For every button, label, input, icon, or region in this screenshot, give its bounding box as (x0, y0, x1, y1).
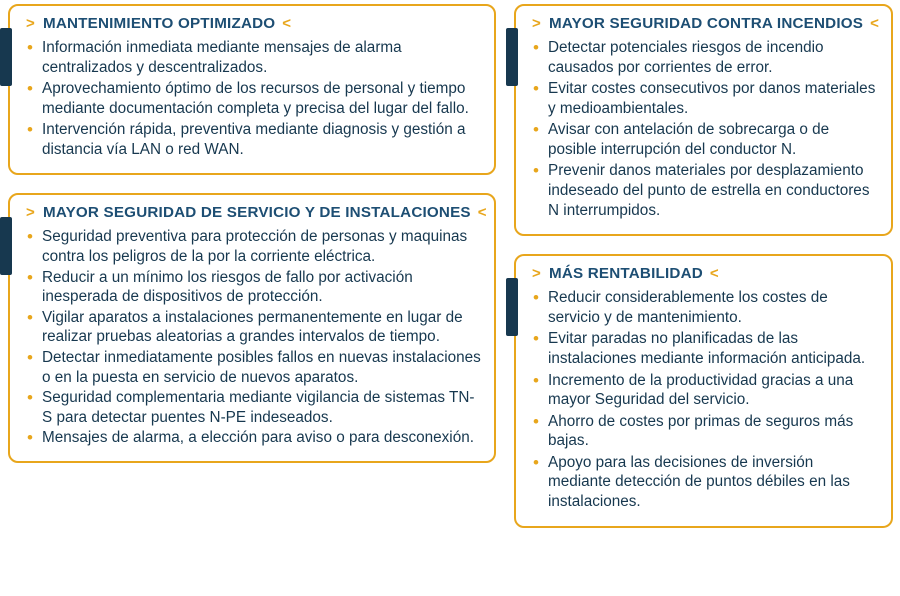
list-item: • Reducir a un mínimo los riesgos de fallo por activación inesperada de dispositivos de protección. (26, 268, 482, 307)
bullet-list (26, 38, 482, 159)
bullet-list (532, 38, 879, 220)
chevron-left-icon: < (870, 15, 880, 32)
list-item: • Prevenir danos materiales por desplazamiento indeseado del punto de estrella en conductores N interrumpidos. (532, 161, 879, 220)
bullet-list (532, 288, 879, 511)
card-mayor-seguridad-contra-incendios (514, 4, 893, 236)
chevron-left-icon: < (282, 15, 292, 32)
card-title (26, 204, 487, 222)
list-item: • Vigilar aparatos a instalaciones permanentemente en lugar de realizar pruebas aleatorias a grandes intervalos de tiempo. (26, 308, 482, 347)
card-mayor-seguridad-servicio-instalaciones (8, 193, 496, 462)
list-item: • Reducir considerablemente los costes de servicio y de mantenimiento. (532, 288, 879, 327)
card-mas-rentabilidad (514, 254, 893, 527)
list-item: • Ahorro de costes por primas de seguros más bajas. (532, 412, 879, 451)
left-column (8, 4, 496, 596)
card-title (26, 15, 482, 32)
card-title-text: MANTENIMIENTO OPTIMIZADO (42, 15, 276, 32)
list-item: • Seguridad complementaria mediante vigilancia de sistemas TN-S para detectar puentes N-PE indeseados. (26, 388, 482, 427)
list-item: • Seguridad preventiva para protección de personas y maquinas contra los peligros de la por la corriente eléctrica. (26, 227, 482, 266)
chevron-right-icon: > (26, 15, 35, 32)
card-title (532, 15, 879, 32)
list-item: • Incremento de la productividad gracias a una mayor Seguridad del servicio. (532, 371, 879, 410)
right-column (514, 4, 893, 596)
chevron-right-icon: > (26, 204, 35, 222)
chevron-right-icon: > (532, 15, 541, 32)
list-item: • Mensajes de alarma, a elección para aviso o para desconexión. (26, 428, 482, 448)
list-item: • Evitar paradas no planificadas de las instalaciones mediante información anticipada. (532, 329, 879, 368)
list-item: • Avisar con antelación de sobrecarga o de posible interrupción del conductor N. (532, 120, 879, 159)
list-item: • Detectar inmediatamente posibles fallos en nuevas instalaciones o en la puesta en servicio de nuevos aparatos. (26, 348, 482, 387)
card-title-text: MAYOR SEGURIDAD DE SERVICIO Y DE INSTALACIONES (42, 204, 471, 222)
list-item: • Evitar costes consecutivos por danos materiales y medioambientales. (532, 79, 879, 118)
chevron-left-icon: < (709, 265, 719, 283)
list-item: • Información inmediata mediante mensajes de alarma centralizados y descentralizados. (26, 38, 482, 77)
card-title (532, 265, 879, 282)
list-item: • Apoyo para las decisiones de inversión mediante detección de puntos débiles en las instalaciones. (532, 453, 879, 512)
bullet-list (26, 227, 482, 447)
chevron-left-icon: < (477, 204, 487, 222)
card-mantenimiento-optimizado (8, 4, 496, 175)
card-title-text: MAYOR SEGURIDAD CONTRA INCENDIOS (548, 15, 864, 32)
chevron-right-icon: > (532, 265, 541, 283)
list-item: • Aprovechamiento óptimo de los recursos de personal y tiempo mediante documentación completa y precisa del lugar del fallo. (26, 79, 482, 118)
list-item: • Detectar potenciales riesgos de incendio causados por corrientes de error. (532, 38, 879, 77)
list-item: • Intervención rápida, preventiva mediante diagnosis y gestión a distancia vía LAN o red WAN. (26, 120, 482, 159)
card-title-text: MÁS RENTABILIDAD (548, 265, 703, 283)
